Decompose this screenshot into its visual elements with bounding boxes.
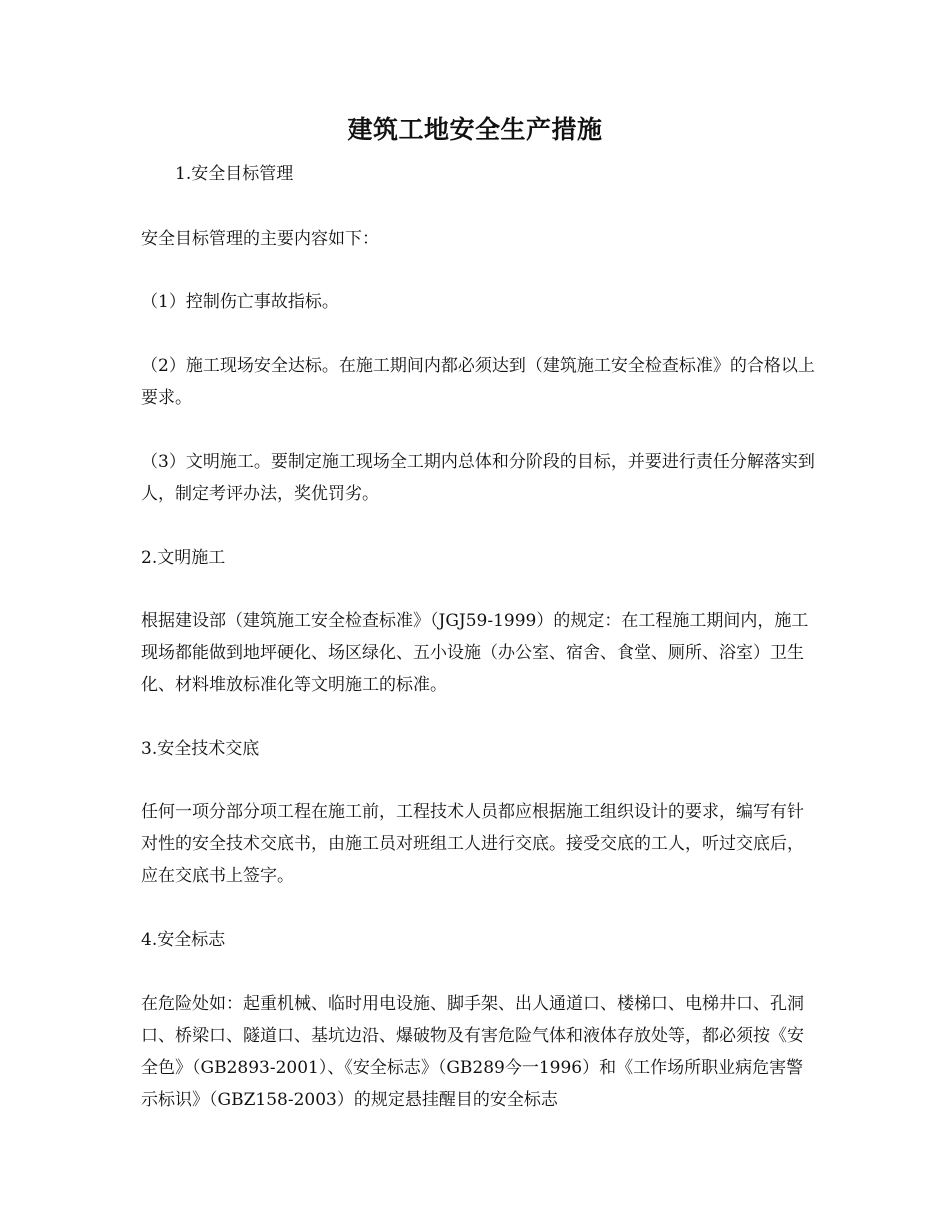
section-heading-1: 1.安全目标管理 [175, 164, 294, 184]
paragraph-intro: 安全目标管理的主要内容如下： [141, 229, 379, 249]
paragraph-civilized-construction: 根据建设部（建筑施工安全检查标准》（JGJ59-1999）的规定：在工程施工期间内，施工现场都能做到地坪硬化、场区绿化、五小设施（办公室、宿舍、食堂、厕所、浴室）卫生化、材料堆放标准化等文明施工的标准。 [141, 611, 809, 695]
section-heading-2: 2.文明施工 [141, 548, 226, 568]
list-item-2: （2）施工现场安全达标。在施工期间内都必须达到（建筑施工安全检查标准》的合格以上要求。 [141, 356, 815, 408]
paragraph-safety-signs: 在危险处如：起重机械、临时用电设施、脚手架、出人通道口、楼梯口、电梯井口、孔洞口、桥梁口、隧道口、基坑边沿、爆破物及有害危险气体和液体存放处等，都必须按《安全色》（GB2893-2001）、《安全标志》（GB289今一1996）和《工作场所职业病危害警示标识》（GBZ158-2003）的规定悬挂醒目的安全标志 [141, 994, 804, 1110]
section-heading-4: 4.安全标志 [141, 930, 226, 950]
section-heading-3: 3.安全技术交底 [141, 739, 260, 759]
list-item-1: （1）控制伤亡事故指标。 [141, 292, 339, 312]
paragraph-safety-briefing: 任何一项分部分项工程在施工前，工程技术人员都应根据施工组织设计的要求，编写有针对性的安全技术交底书，由施工员对班组工人进行交底。接受交底的工人，听过交底后，应在交底书上签字。 [141, 802, 804, 886]
list-item-3: （3）文明施工。要制定施工现场全工期内总体和分阶段的目标，并要进行责任分解落实到人，制定考评办法，奖优罚劣。 [141, 452, 815, 504]
document-title: 建筑工地安全生产措施 [347, 115, 603, 144]
